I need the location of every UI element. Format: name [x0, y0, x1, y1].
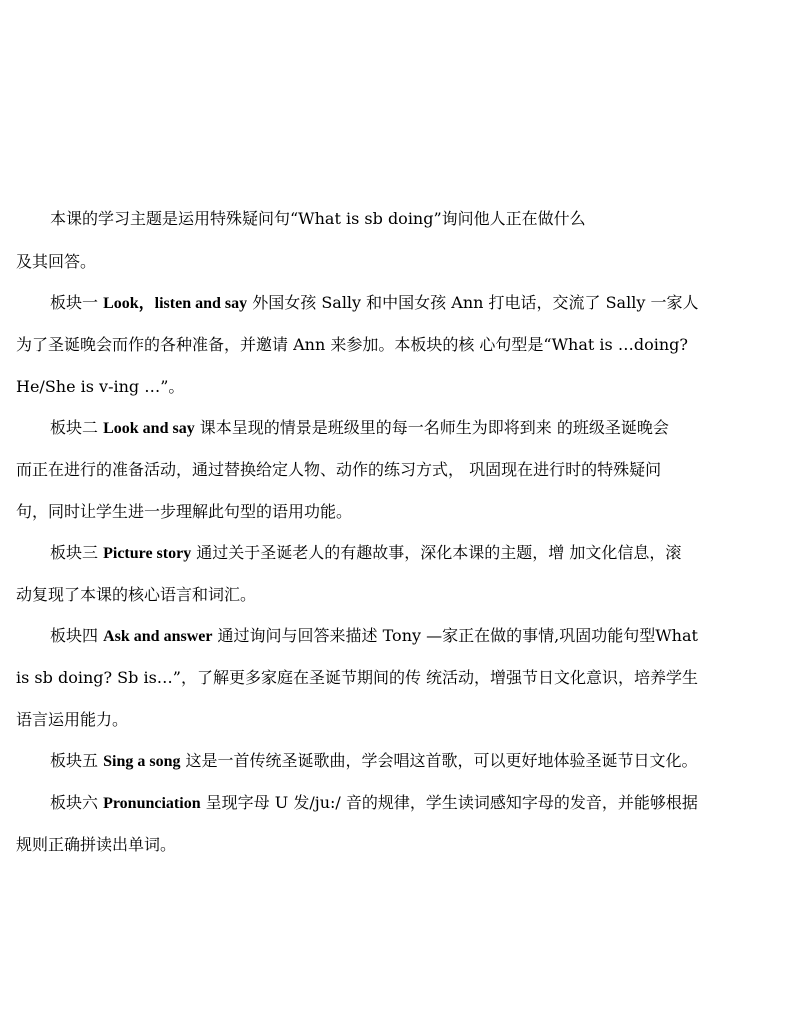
paragraph-3-text: 而正在进行的准备活动，通过替换给定人物、动作的练习方式， 巩固现在进行时的特殊疑问 [16, 460, 662, 479]
paragraph-3-line-2 [16, 459, 784, 481]
paragraph-4-text: 通过关于圣诞老人的有趣故事，深化本课的主题，增 加文化信息，滚 [191, 543, 682, 562]
section-title: Sing a song [103, 753, 181, 770]
paragraph-2-line-1 [50, 292, 784, 315]
paragraph-5-text: is sb doing? Sb is…”，了解更多家庭在圣诞节期间的传 统活动，增强节日文化意识，培养学生 [16, 668, 699, 687]
paragraph-5-line-1 [50, 625, 790, 648]
paragraph-5-text: 语言运用能力。 [16, 710, 129, 729]
paragraph-5-line-2 [16, 667, 784, 689]
paragraph-2-text: He/She is v-ing …”。 [16, 377, 185, 396]
section-title: Picture story [103, 545, 192, 562]
paragraph-5-text: 通过询问与回答来描述 Tony —家正在做的事情,巩固功能句型What [212, 626, 698, 645]
paragraph-7-text: 规则正确拼读出单词。 [16, 835, 177, 854]
paragraph-3-text: 课本呈现的情景是班级里的每一名师生为即将到来 的班级圣诞晚会 [194, 418, 669, 437]
section-label: 板块六 [50, 793, 104, 812]
paragraph-1-line-1 [50, 208, 780, 230]
paragraph-2-line-3 [16, 376, 778, 398]
paragraph-2-line-2 [16, 334, 784, 356]
paragraph-2-text: 外国女孩 Sally 和中国女孩 Ann 打电话，交流了 Sally 一家人 [247, 293, 699, 312]
section-title: Pronunciation [103, 795, 201, 812]
paragraph-7-line-2 [16, 834, 778, 856]
section-title: Look，listen and say [103, 295, 248, 312]
paragraph-3-text: 句，同时让学生进一步理解此句型的语用功能。 [16, 502, 353, 521]
section-title: Look and say [103, 420, 195, 437]
paragraph-4-line-1 [50, 542, 784, 565]
section-label: 板块三 [50, 543, 104, 562]
section-label: 板块一 [50, 293, 104, 312]
paragraph-6-line-1 [50, 750, 790, 773]
paragraph-5-line-3 [16, 709, 778, 731]
paragraph-7-line-1 [50, 792, 784, 815]
section-label: 板块五 [50, 751, 104, 770]
paragraph-6-text: 这是一首传统圣诞歌曲，学会唱这首歌，可以更好地体验圣诞节日文化。 [180, 751, 698, 770]
paragraph-2-text: 为了圣诞晚会而作的各种准备，并邀请 Ann 来参加。本板块的核 心句型是“What is …doing? [16, 335, 688, 354]
paragraph-3-line-3 [16, 501, 778, 523]
paragraph-4-line-2 [16, 584, 778, 606]
section-label: 板块二 [50, 418, 104, 437]
paragraph-1-text: 及其回答。 [16, 252, 97, 271]
paragraph-3-line-1 [50, 417, 784, 440]
section-label: 板块四 [50, 626, 104, 645]
paragraph-4-text: 动复现了本课的核心语言和词汇。 [16, 585, 257, 604]
paragraph-1-text: 本课的学习主题是运用特殊疑问句“What is sb doing”询问他人正在做什么 [50, 209, 586, 228]
paragraph-7-text: 呈现字母 U 发/ju:/ 音的规律，学生读词感知字母的发音，并能够根据 [200, 793, 698, 812]
section-title: Ask and answer [103, 628, 213, 645]
paragraph-1-line-2 [16, 251, 778, 273]
